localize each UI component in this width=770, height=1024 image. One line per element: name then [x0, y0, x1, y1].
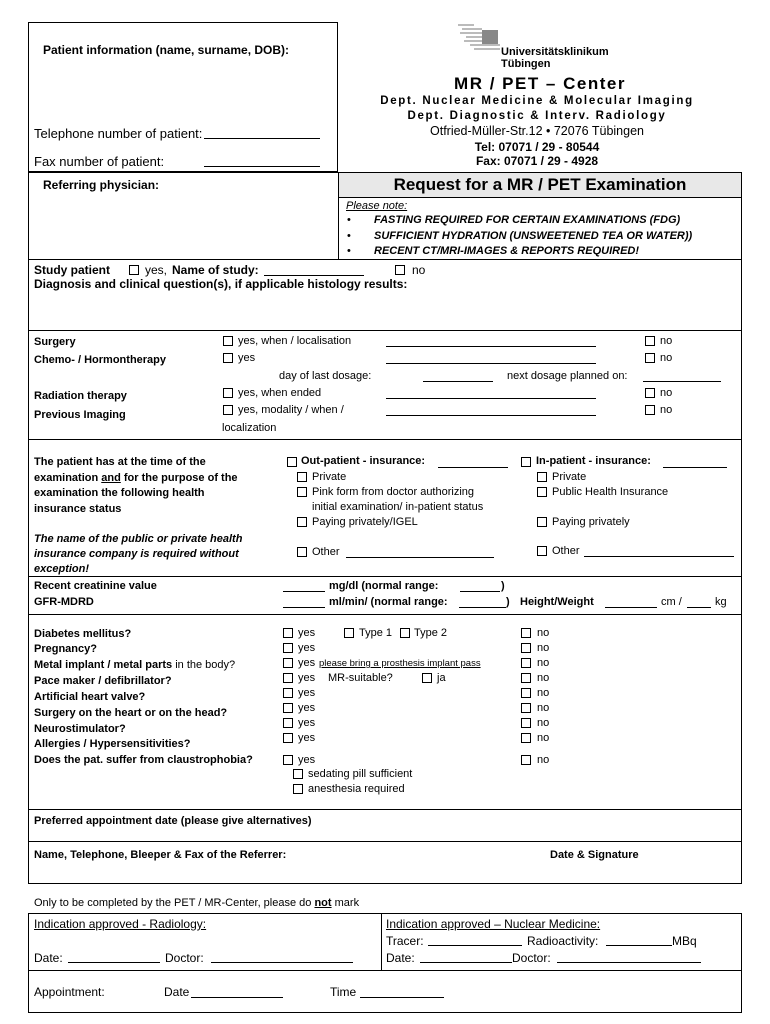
q-allergies: Allergies / Hypersensitivities? [34, 738, 191, 750]
pink-form-label-1: Pink form from doctor authorizing [312, 486, 475, 498]
radiation-no-checkbox[interactable] [645, 388, 655, 398]
frame-bottom [28, 883, 742, 884]
allergies-no-checkbox[interactable] [521, 733, 531, 743]
patient-info-label: Patient information (name, surname, DOB): [43, 43, 290, 57]
note-2: SUFFICIENT HYDRATION (UNSWEETENED TEA OR WATER)) [374, 230, 693, 242]
imaging-yes-label: yes, modality / when / [238, 404, 344, 416]
metal-yes-checkbox[interactable] [283, 658, 293, 668]
radioactivity-label: Radioactivity: [527, 934, 599, 948]
request-title: Request for a MR / PET Examination [393, 175, 687, 194]
creatinine-label: Recent creatinine value [34, 580, 157, 592]
study-yes-checkbox[interactable] [129, 265, 139, 275]
claustrophobia-no-checkbox[interactable] [521, 755, 531, 765]
dept-nuclear: Dept. Nuclear Medicine & Molecular Imaging [380, 95, 694, 107]
pregnancy-no-label: no [537, 642, 550, 654]
note-1: FASTING REQUIRED FOR CERTAIN EXAMINATIONS (FDG) [374, 214, 681, 226]
date-signature-label: Date & Signature [550, 849, 639, 861]
inpatient-field[interactable] [663, 467, 727, 468]
insurance-note-3: exception! [34, 563, 90, 575]
referrer-label: Name, Telephone, Bleeper & Fax of the Referrer: [34, 849, 287, 861]
pregnancy-no-checkbox[interactable] [521, 643, 531, 653]
radiation-yes-label: yes, when ended [238, 387, 322, 399]
nuclear-date-field[interactable] [420, 962, 512, 963]
nuclear-date-label: Date: [386, 951, 415, 965]
note-bullet-2: • [347, 230, 351, 242]
radiology-date-field[interactable] [68, 962, 160, 963]
tracer-label: Tracer: [386, 934, 424, 948]
dept-radiology: Dept. Diagnostic & Interv. Radiology [407, 110, 667, 122]
imaging-yes-checkbox[interactable] [223, 405, 233, 415]
prosthesis-note: please bring a prosthesis implant pass [319, 658, 481, 669]
pink-form-label-2: initial examination/ in-patient status [312, 501, 484, 513]
neurostimulator-yes-label: yes [298, 717, 316, 729]
address: Otfried-Müller-Str.12 • 72076 Tübingen [430, 124, 644, 138]
mr-suitable-label: MR-suitable? [328, 672, 393, 684]
appointment-time-field[interactable] [360, 997, 444, 998]
inpatient-private-checkbox[interactable] [537, 472, 547, 482]
insurance-text-2: examination and for the purpose of the [34, 472, 238, 484]
paying-igel-checkbox[interactable] [297, 517, 307, 527]
pregnancy-yes-label: yes [298, 642, 316, 654]
weight-field[interactable] [687, 607, 711, 608]
diagnosis-label: Diagnosis and clinical question(s), if applicable histology results: [34, 277, 408, 291]
divider-therapy [28, 330, 742, 331]
metal-no-label: no [537, 657, 550, 669]
surgery-yes-checkbox[interactable] [223, 336, 233, 346]
heart-valve-no-label: no [537, 687, 550, 699]
heart-valve-no-checkbox[interactable] [521, 688, 531, 698]
gfr-close: ) [506, 596, 510, 608]
surgery-heart-no-checkbox[interactable] [521, 703, 531, 713]
anesthesia-label: anesthesia required [308, 783, 405, 795]
center-only-note: Only to be completed by the PET / MR-Center, please do not mark [34, 897, 360, 909]
q-claustrophobia: Does the pat. suffer from claustrophobia? [34, 754, 253, 766]
height-field[interactable] [605, 607, 657, 608]
radiation-field[interactable] [386, 398, 596, 399]
inpatient-label: In-patient - insurance: [536, 455, 651, 467]
chemo-yes-label: yes [238, 352, 256, 364]
radiology-doctor-field[interactable] [211, 962, 353, 963]
insurance-note-1: The name of the public or private health [34, 533, 243, 545]
preferred-date-label: Preferred appointment date (please give alternatives) [34, 815, 312, 827]
next-dosage-field[interactable] [643, 381, 721, 382]
imaging-no-checkbox[interactable] [645, 405, 655, 415]
type1-label: Type 1 [359, 627, 393, 639]
study-yes-label: yes, [145, 263, 168, 277]
telephone: Tel: 07071 / 29 - 80544 [474, 140, 600, 154]
q-pacemaker: Pace maker / defibrillator? [34, 675, 172, 687]
paying-igel-label: Paying privately/IGEL [312, 516, 418, 528]
surgery-no-label: no [660, 335, 673, 347]
insurance-text-4: insurance status [34, 503, 122, 515]
chemo-no-label: no [660, 352, 673, 364]
claustrophobia-yes-checkbox[interactable] [283, 755, 293, 765]
next-dosage-label: next dosage planned on: [507, 370, 628, 382]
pink-form-checkbox[interactable] [297, 487, 307, 497]
diabetes-yes-checkbox[interactable] [283, 628, 293, 638]
notes-left-border [338, 198, 339, 260]
q-diabetes: Diabetes mellitus? [34, 628, 132, 640]
divider-insurance [28, 439, 742, 440]
approval-divider [28, 970, 742, 971]
creatinine-unit: mg/dl (normal range: [329, 580, 439, 592]
telephone-field[interactable] [204, 138, 320, 139]
logo-text-1: Universitätsklinikum [501, 46, 609, 58]
allergies-no-label: no [537, 732, 550, 744]
surgery-heart-yes-label: yes [298, 702, 316, 714]
diabetes-no-checkbox[interactable] [521, 628, 531, 638]
outpatient-other-field[interactable] [346, 557, 494, 558]
pacemaker-yes-label: yes [298, 672, 316, 684]
q-metal: Metal implant / metal parts in the body? [34, 659, 236, 671]
inpatient-checkbox[interactable] [521, 457, 531, 467]
paying-privately-checkbox[interactable] [537, 517, 547, 527]
surgery-heart-yes-checkbox[interactable] [283, 703, 293, 713]
diabetes-no-label: no [537, 627, 550, 639]
surgery-no-checkbox[interactable] [645, 336, 655, 346]
chemo-no-checkbox[interactable] [645, 353, 655, 363]
fax-label: Fax number of patient: [34, 154, 165, 169]
appointment-label: Appointment: [34, 985, 105, 999]
imaging-no-label: no [660, 404, 673, 416]
fax: Fax: 07071 / 29 - 4928 [475, 154, 599, 168]
fax-field[interactable] [204, 166, 320, 167]
center-title: MR / PET – Center [454, 74, 626, 93]
note-bullet-1: • [347, 214, 351, 226]
metal-yes-label: yes [298, 657, 316, 669]
pacemaker-no-label: no [537, 672, 550, 684]
study-name-field[interactable] [264, 275, 364, 276]
radiology-doctor-label: Doctor: [165, 951, 204, 965]
appointment-date-label: Date [164, 985, 190, 999]
study-no-label: no [412, 263, 426, 277]
telephone-label: Telephone number of patient: [34, 126, 203, 141]
height-weight-label: Height/Weight [520, 596, 594, 608]
radiation-no-label: no [660, 387, 673, 399]
chemo-label: Chemo- / Hormontherapy [34, 354, 167, 366]
mr-suitable-checkbox[interactable] [422, 673, 432, 683]
frame-right [741, 172, 742, 883]
surgery-label: Surgery [34, 336, 76, 348]
chemo-yes-checkbox[interactable] [223, 353, 233, 363]
type2-label: Type 2 [414, 627, 448, 639]
chemo-field[interactable] [386, 363, 596, 364]
tracer-field[interactable] [428, 945, 522, 946]
insurance-note-2: insurance company is required without [34, 548, 239, 560]
anesthesia-checkbox[interactable] [293, 784, 303, 794]
paying-privately-label: Paying privately [552, 516, 630, 528]
neurostimulator-yes-checkbox[interactable] [283, 718, 293, 728]
frame-left [28, 172, 29, 883]
referring-label: Referring physician: [43, 178, 160, 192]
cm-label: cm / [661, 596, 682, 608]
kg-label: kg [715, 596, 727, 608]
radiology-date-label: Date: [34, 951, 63, 965]
outpatient-private-label: Private [312, 471, 347, 483]
last-dosage-field[interactable] [423, 381, 493, 382]
ind-nuclear-label: Indication approved – Nuclear Medicine: [386, 917, 601, 931]
insurance-text-1: The patient has at the time of the [34, 456, 206, 468]
surgery-yes-label: yes, when / localisation [238, 335, 352, 347]
creatinine-close: ) [501, 580, 505, 592]
creatinine-field[interactable] [283, 591, 325, 592]
outpatient-checkbox[interactable] [287, 457, 297, 467]
claustrophobia-no-label: no [537, 754, 550, 766]
q-heart-valve: Artificial heart valve? [34, 691, 146, 703]
allergies-yes-label: yes [298, 732, 316, 744]
ind-radiology-label: Indication approved - Radiology: [34, 917, 207, 931]
ja-label: ja [437, 672, 446, 684]
inpatient-other-field[interactable] [584, 556, 734, 557]
q-neurostimulator: Neurostimulator? [34, 723, 126, 735]
radioactivity-field[interactable] [606, 945, 672, 946]
neurostimulator-no-checkbox[interactable] [521, 718, 531, 728]
outpatient-field[interactable] [438, 467, 508, 468]
last-dosage-label: day of last dosage: [279, 370, 372, 382]
imaging-label: Previous Imaging [34, 409, 126, 421]
divider-lab [28, 576, 742, 577]
inpatient-private-label: Private [552, 471, 587, 483]
claustrophobia-yes-label: yes [298, 754, 316, 766]
metal-no-checkbox[interactable] [521, 658, 531, 668]
sedating-label: sedating pill sufficient [308, 768, 413, 780]
gfr-label: GFR-MDRD [34, 596, 94, 608]
inpatient-other-checkbox[interactable] [537, 546, 547, 556]
imaging-field[interactable] [386, 415, 596, 416]
surgery-heart-no-label: no [537, 702, 550, 714]
outpatient-other-checkbox[interactable] [297, 547, 307, 557]
pacemaker-yes-checkbox[interactable] [283, 673, 293, 683]
inpatient-other-label: Other [552, 545, 580, 557]
radiation-label: Radiation therapy [34, 390, 127, 402]
appointment-time-label: Time [330, 985, 357, 999]
nuclear-doctor-field[interactable] [557, 962, 701, 963]
note-bullet-3: • [347, 245, 351, 257]
q-pregnancy: Pregnancy? [34, 643, 97, 655]
divider-preferred [28, 809, 742, 810]
outpatient-other-label: Other [312, 546, 340, 558]
mbq-label: MBq [672, 934, 697, 948]
appointment-date-field[interactable] [191, 997, 283, 998]
outpatient-private-checkbox[interactable] [297, 472, 307, 482]
heart-valve-yes-checkbox[interactable] [283, 688, 293, 698]
pacemaker-no-checkbox[interactable] [521, 673, 531, 683]
divider-questions [28, 614, 742, 615]
approval-column-divider [381, 913, 382, 970]
study-name-label: Name of study: [172, 263, 259, 277]
gfr-range-field[interactable] [459, 607, 506, 608]
surgery-field[interactable] [386, 346, 596, 347]
allergies-yes-checkbox[interactable] [283, 733, 293, 743]
study-patient-label: Study patient [34, 263, 111, 277]
outpatient-label: Out-patient - insurance: [301, 455, 426, 467]
note-3: RECENT CT/MRI-IMAGES & REPORTS REQUIRED! [374, 245, 640, 257]
gfr-unit: ml/min/ (normal range: [329, 596, 448, 608]
type1-checkbox[interactable] [344, 628, 354, 638]
gfr-field[interactable] [283, 607, 325, 608]
localization-label: localization [222, 422, 277, 434]
insurance-text-3: examination the following health [34, 487, 205, 499]
study-no-checkbox[interactable] [395, 265, 405, 275]
note-label: Please note: [346, 200, 408, 212]
q-surgery-heart: Surgery on the heart or on the head? [34, 707, 228, 719]
type2-checkbox[interactable] [400, 628, 410, 638]
nuclear-doctor-label: Doctor: [512, 951, 551, 965]
public-insurance-checkbox[interactable] [537, 487, 547, 497]
sedating-checkbox[interactable] [293, 769, 303, 779]
neurostimulator-no-label: no [537, 717, 550, 729]
creatinine-range-field[interactable] [460, 591, 500, 592]
divider-referrer [28, 841, 742, 842]
diabetes-yes-label: yes [298, 627, 316, 639]
divider-study [28, 259, 742, 260]
pregnancy-yes-checkbox[interactable] [283, 643, 293, 653]
heart-valve-yes-label: yes [298, 687, 316, 699]
radiation-yes-checkbox[interactable] [223, 388, 233, 398]
logo-text-2: Tübingen [501, 58, 551, 70]
public-insurance-label: Public Health Insurance [552, 486, 669, 498]
